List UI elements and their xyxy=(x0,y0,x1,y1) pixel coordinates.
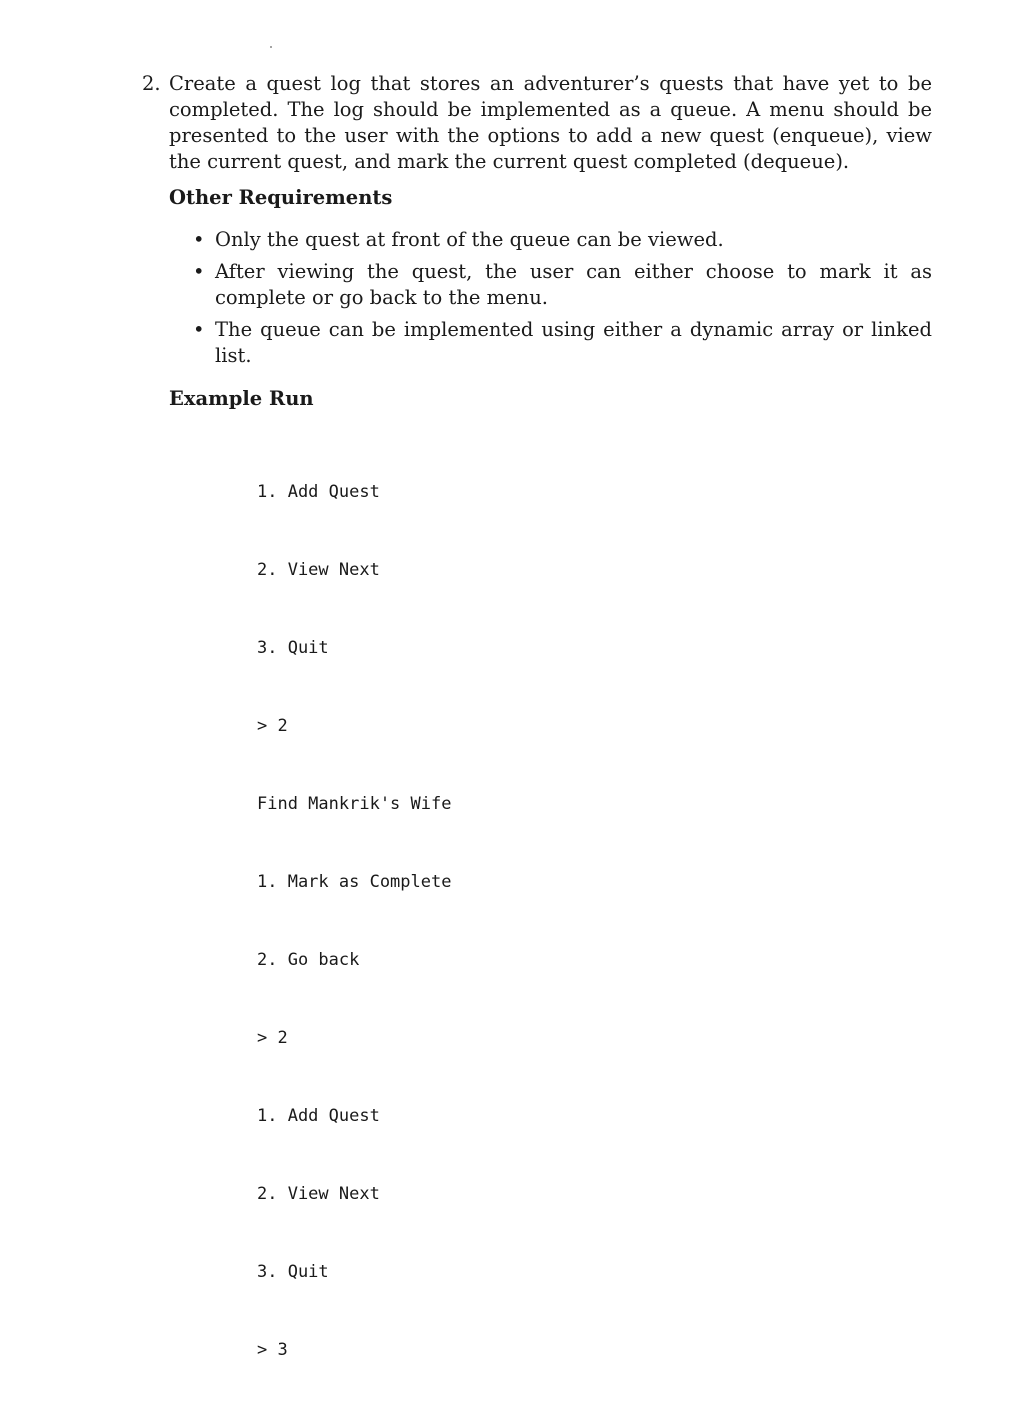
console-line: > 2 xyxy=(257,1028,288,1048)
requirement-item xyxy=(193,227,932,253)
requirement-text: After viewing the quest, the user can either choose to mark it as complete or go back to the menu. xyxy=(215,260,932,309)
requirements-list xyxy=(142,227,942,369)
requirement-item xyxy=(193,259,932,311)
requirement-text: The queue can be implemented using either a dynamic array or linked list. xyxy=(215,318,932,367)
console-line: 2. View Next xyxy=(257,560,380,580)
problem-number: 2. xyxy=(142,72,161,95)
bullet-icon: • xyxy=(193,228,205,251)
other-requirements-heading: Other Requirements xyxy=(169,186,393,209)
console-line: 1. Add Quest xyxy=(257,1106,380,1126)
requirement-item xyxy=(193,317,932,369)
console-line: Find Mankrik's Wife xyxy=(257,794,452,814)
bullet-icon: • xyxy=(193,318,205,341)
console-line: > 3 xyxy=(257,1340,288,1360)
console-line: 1. Mark as Complete xyxy=(257,872,452,892)
problem-2 xyxy=(142,71,942,1415)
example-run-heading: Example Run xyxy=(169,387,314,410)
bullet-icon: • xyxy=(193,260,205,283)
console-line: 2. Go back xyxy=(257,950,360,970)
problem-description: Create a quest log that stores an adventurer’s quests that have yet to be completed. The log should be implemented as a queue. A menu should be presented to the user with the options to add a new quest (enqueue), view the current quest, and mark the current quest completed (dequeue). xyxy=(169,72,932,173)
console-line: 2. View Next xyxy=(257,1184,380,1204)
console-line: 3. Quit xyxy=(257,638,329,658)
console-line: 3. Quit xyxy=(257,1262,329,1282)
stray-mark xyxy=(270,46,272,48)
console-line: > 2 xyxy=(257,716,288,736)
console-line: 1. Add Quest xyxy=(257,482,380,502)
example-run-output xyxy=(257,427,942,1415)
requirement-text: Only the quest at front of the queue can be viewed. xyxy=(215,228,724,251)
